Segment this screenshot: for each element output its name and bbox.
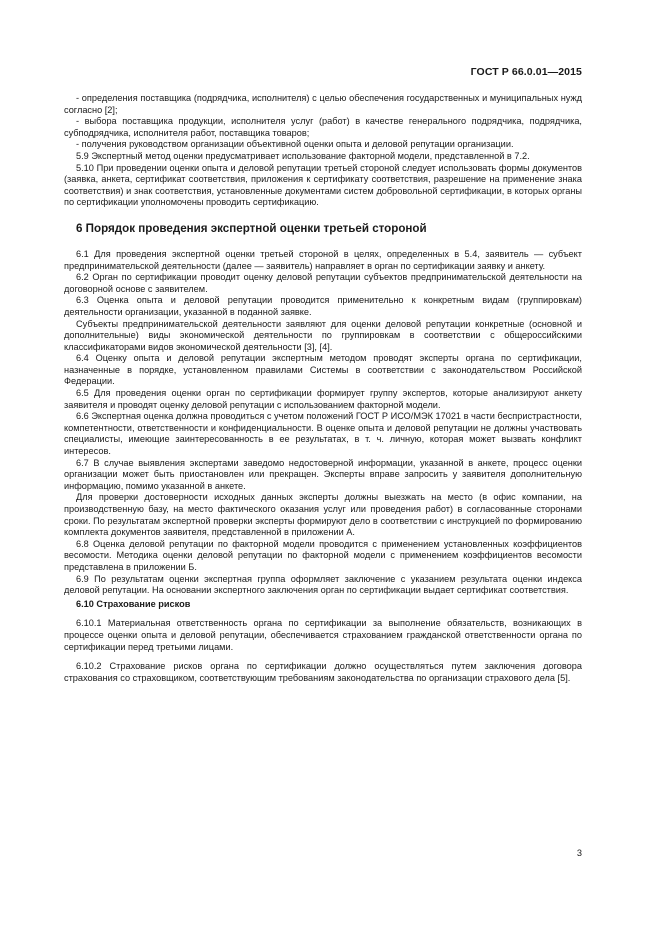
paragraph: 6.5 Для проведения оценки орган по сертификации формирует группу экспертов, которые анализируют анкету заявителя и проводят оценку деловой репутации с использованием факторной модели. xyxy=(64,388,582,410)
paragraph: Субъекты предпринимательской деятельности заявляют для оценки деловой репутации конкретные (основной и дополнительные) виды экономической деятельности по группировкам в соответствии с общероссийскими классификаторами видов экономической деятельности [3], [4]. xyxy=(64,318,582,352)
page-body xyxy=(64,93,582,684)
paragraph: 5.9 Экспертный метод оценки предусматривает использование факторной модели, представленной в 7.2. xyxy=(76,150,530,161)
paragraph: 6.8 Оценка деловой репутации по факторной модели проводится с применением установленных коэффициентов весомости. Методика оценки деловой репутации по факторной модели с применением коэффициентов весомости представлена в приложении Б. xyxy=(64,538,582,572)
section-heading: 6 Порядок проведения экспертной оценки третьей стороной xyxy=(76,221,427,235)
subsection-heading: 6.10 Страхование рисков xyxy=(76,598,191,609)
paragraph: 6.6 Экспертная оценка должна проводиться с учетом положений ГОСТ Р ИСО/МЭК 17021 в части беспристрастности, компетентности, ответственности и конфиденциальности. В оценке опыта и деловой репутации не должны участвовать специалисты, имеющие заинтересованность в ее результатах, в т. ч. личную, которая может вызвать конфликт интересов. xyxy=(64,411,582,457)
paragraph: 6.9 По результатам оценки экспертная группа оформляет заключение с указанием результата оценки индекса деловой репутации. На основании экспертного заключения орган по сертификации выдает сертификат соответствия. xyxy=(64,573,582,596)
paragraph: 6.4 Оценку опыта и деловой репутации экспертным методом проводят эксперты органа по сертификации, назначенные в порядке, установленном правилами Системы в соответствии с законодательством Российской Федерации. xyxy=(64,353,582,387)
paragraph: 6.1 Для проведения экспертной оценки третьей стороной в целях, определенных в 5.4, заявитель — субъект предпринимательской деятельности (далее — заявитель) направляет в орган по сертификации заявку и анкету. xyxy=(64,248,582,271)
paragraph: Для проверки достоверности исходных данных эксперты должны выезжать на место (в офис компании, на производственную базу, на место фактического оказания услуг или проведения работ) в согласованные сторонами сроки. По результатам экспертной проверки эксперты формируют дело в соответствии с инструкцией по формированию комплекта документов заявителя, представленной в приложении А. xyxy=(64,492,582,538)
paragraph: 6.3 Оценка опыта и деловой репутации проводится применительно к конкретным видам (группировкам) деятельности организации, указанной в поданной заявке. xyxy=(64,295,582,317)
paragraph: 5.10 При проведении оценки опыта и деловой репутации третьей стороной следует использовать формы документов (заявка, анкета, сертификат соответствия, приложения к сертификату соответствия, разрешение на применение знака соответствия) и знак соответствия, установленные документами систем добровольной сертификации, в которых органы по сертификации уполномочены проводить сертификацию. xyxy=(64,162,582,208)
paragraph: - выбора поставщика продукции, исполнителя услуг (работ) в качестве генерального подрядчика, подрядчика, субподрядчика, исполнителя работ, поставщика товаров; xyxy=(64,116,582,138)
paragraph: 6.2 Орган по сертификации проводит оценку деловой репутации субъектов предпринимательской деятельности на договорной основе с заявителем. xyxy=(64,272,582,294)
paragraph: - получения руководством организации объективной оценки опыта и деловой репутации организации. xyxy=(76,139,514,150)
paragraph: 6.10.1 Материальная ответственность органа по сертификации за выполнение обязательств, возникающих в процессе оценки опыта и деловой репутации, обеспечивается страхованием гражданской ответственности органа по сертификации перед третьими лицами. xyxy=(64,618,582,652)
paragraph: 6.10.2 Страхование рисков органа по сертификации должно осуществляться путем заключения договора страхования со страховщиком, соответствующим требованиям законодательства по организации страхового дела [5]. xyxy=(64,661,582,683)
paragraph: - определения поставщика (подрядчика, исполнителя) с целью обеспечения государственных и муниципальных нужд согласно [2]; xyxy=(64,93,582,115)
document-code: ГОСТ Р 66.0.01—2015 xyxy=(470,66,582,78)
paragraph: 6.7 В случае выявления экспертами заведомо недостоверной информации, указанной в анкете, процесс оценки организации может быть приостановлен или прекращен. Эксперты вправе запросить у заявителя дополнительную информацию, помимо указанной в анкете. xyxy=(64,457,582,491)
page-number: 3 xyxy=(576,848,582,858)
